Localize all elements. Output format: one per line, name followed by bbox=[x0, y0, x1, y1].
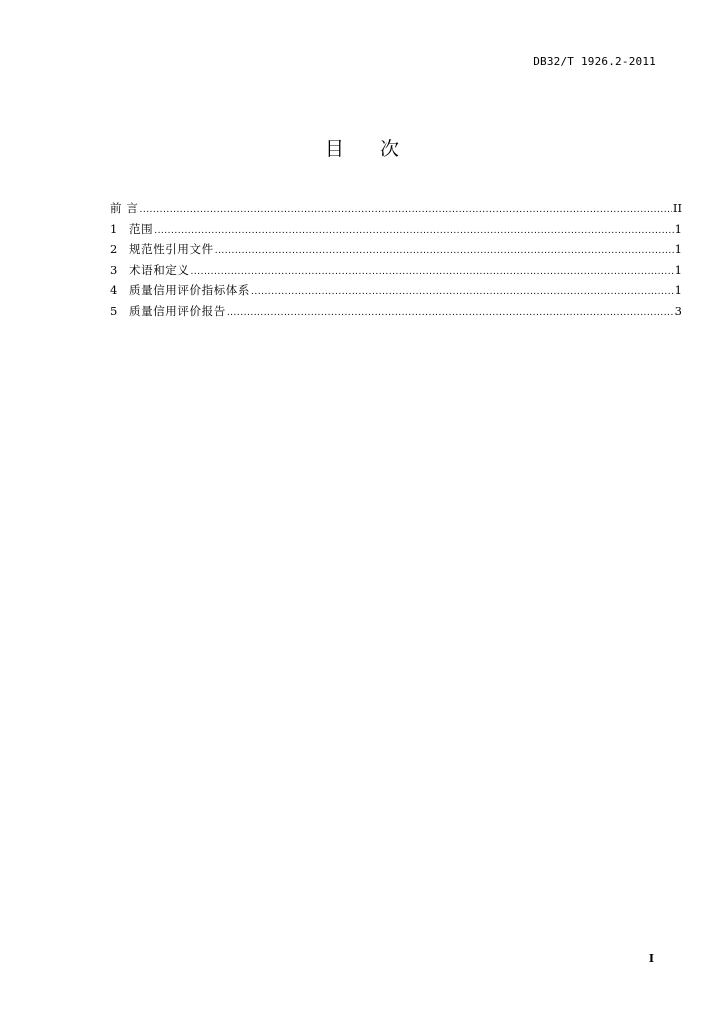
toc-entry-page: 1 bbox=[674, 221, 682, 236]
toc-leader-dots bbox=[251, 287, 674, 297]
toc-list bbox=[110, 200, 682, 323]
toc-title bbox=[0, 134, 724, 161]
toc-title-left: 目 bbox=[324, 138, 344, 160]
toc-entry-page: 1 bbox=[674, 283, 682, 297]
toc-leader-dots bbox=[215, 246, 674, 256]
toc-entry-number: 1 bbox=[110, 221, 118, 236]
toc-leader-dots bbox=[139, 205, 671, 215]
page-number: I bbox=[648, 952, 654, 965]
toc-entry-label: 规范性引用文件 bbox=[129, 242, 214, 256]
toc-leader-dots bbox=[227, 308, 674, 318]
toc-entry-number: 4 bbox=[110, 283, 118, 297]
toc-entry-number: 2 bbox=[110, 242, 118, 256]
toc-entry-evaluation-index-system[interactable] bbox=[110, 282, 682, 303]
toc-entry-page: 1 bbox=[674, 262, 682, 277]
toc-title-right: 次 bbox=[380, 138, 400, 160]
toc-entry-label: 质量信用评价报告 bbox=[129, 303, 226, 318]
toc-leader-dots bbox=[191, 267, 674, 277]
toc-entry-evaluation-report[interactable] bbox=[110, 303, 682, 324]
toc-entry-number: 5 bbox=[110, 303, 118, 318]
toc-entry-normative-references[interactable] bbox=[110, 241, 682, 262]
toc-entry-label: 术语和定义 bbox=[129, 262, 190, 277]
toc-entry-label: 范围 bbox=[129, 221, 154, 236]
toc-entry-page: 3 bbox=[674, 303, 682, 318]
toc-entry-scope[interactable] bbox=[110, 221, 682, 242]
toc-entry-label: 质量信用评价指标体系 bbox=[129, 283, 250, 297]
toc-entry-foreword[interactable] bbox=[110, 200, 682, 221]
toc-entry-terms-definitions[interactable] bbox=[110, 262, 682, 283]
toc-entry-page: 1 bbox=[674, 242, 682, 256]
document-code: DB32/T 1926.2-2011 bbox=[533, 55, 656, 68]
toc-entry-number: 3 bbox=[110, 262, 118, 277]
toc-entry-page: II bbox=[672, 201, 682, 215]
toc-leader-dots bbox=[154, 226, 673, 236]
toc-entry-label: 前 言 bbox=[110, 201, 139, 215]
